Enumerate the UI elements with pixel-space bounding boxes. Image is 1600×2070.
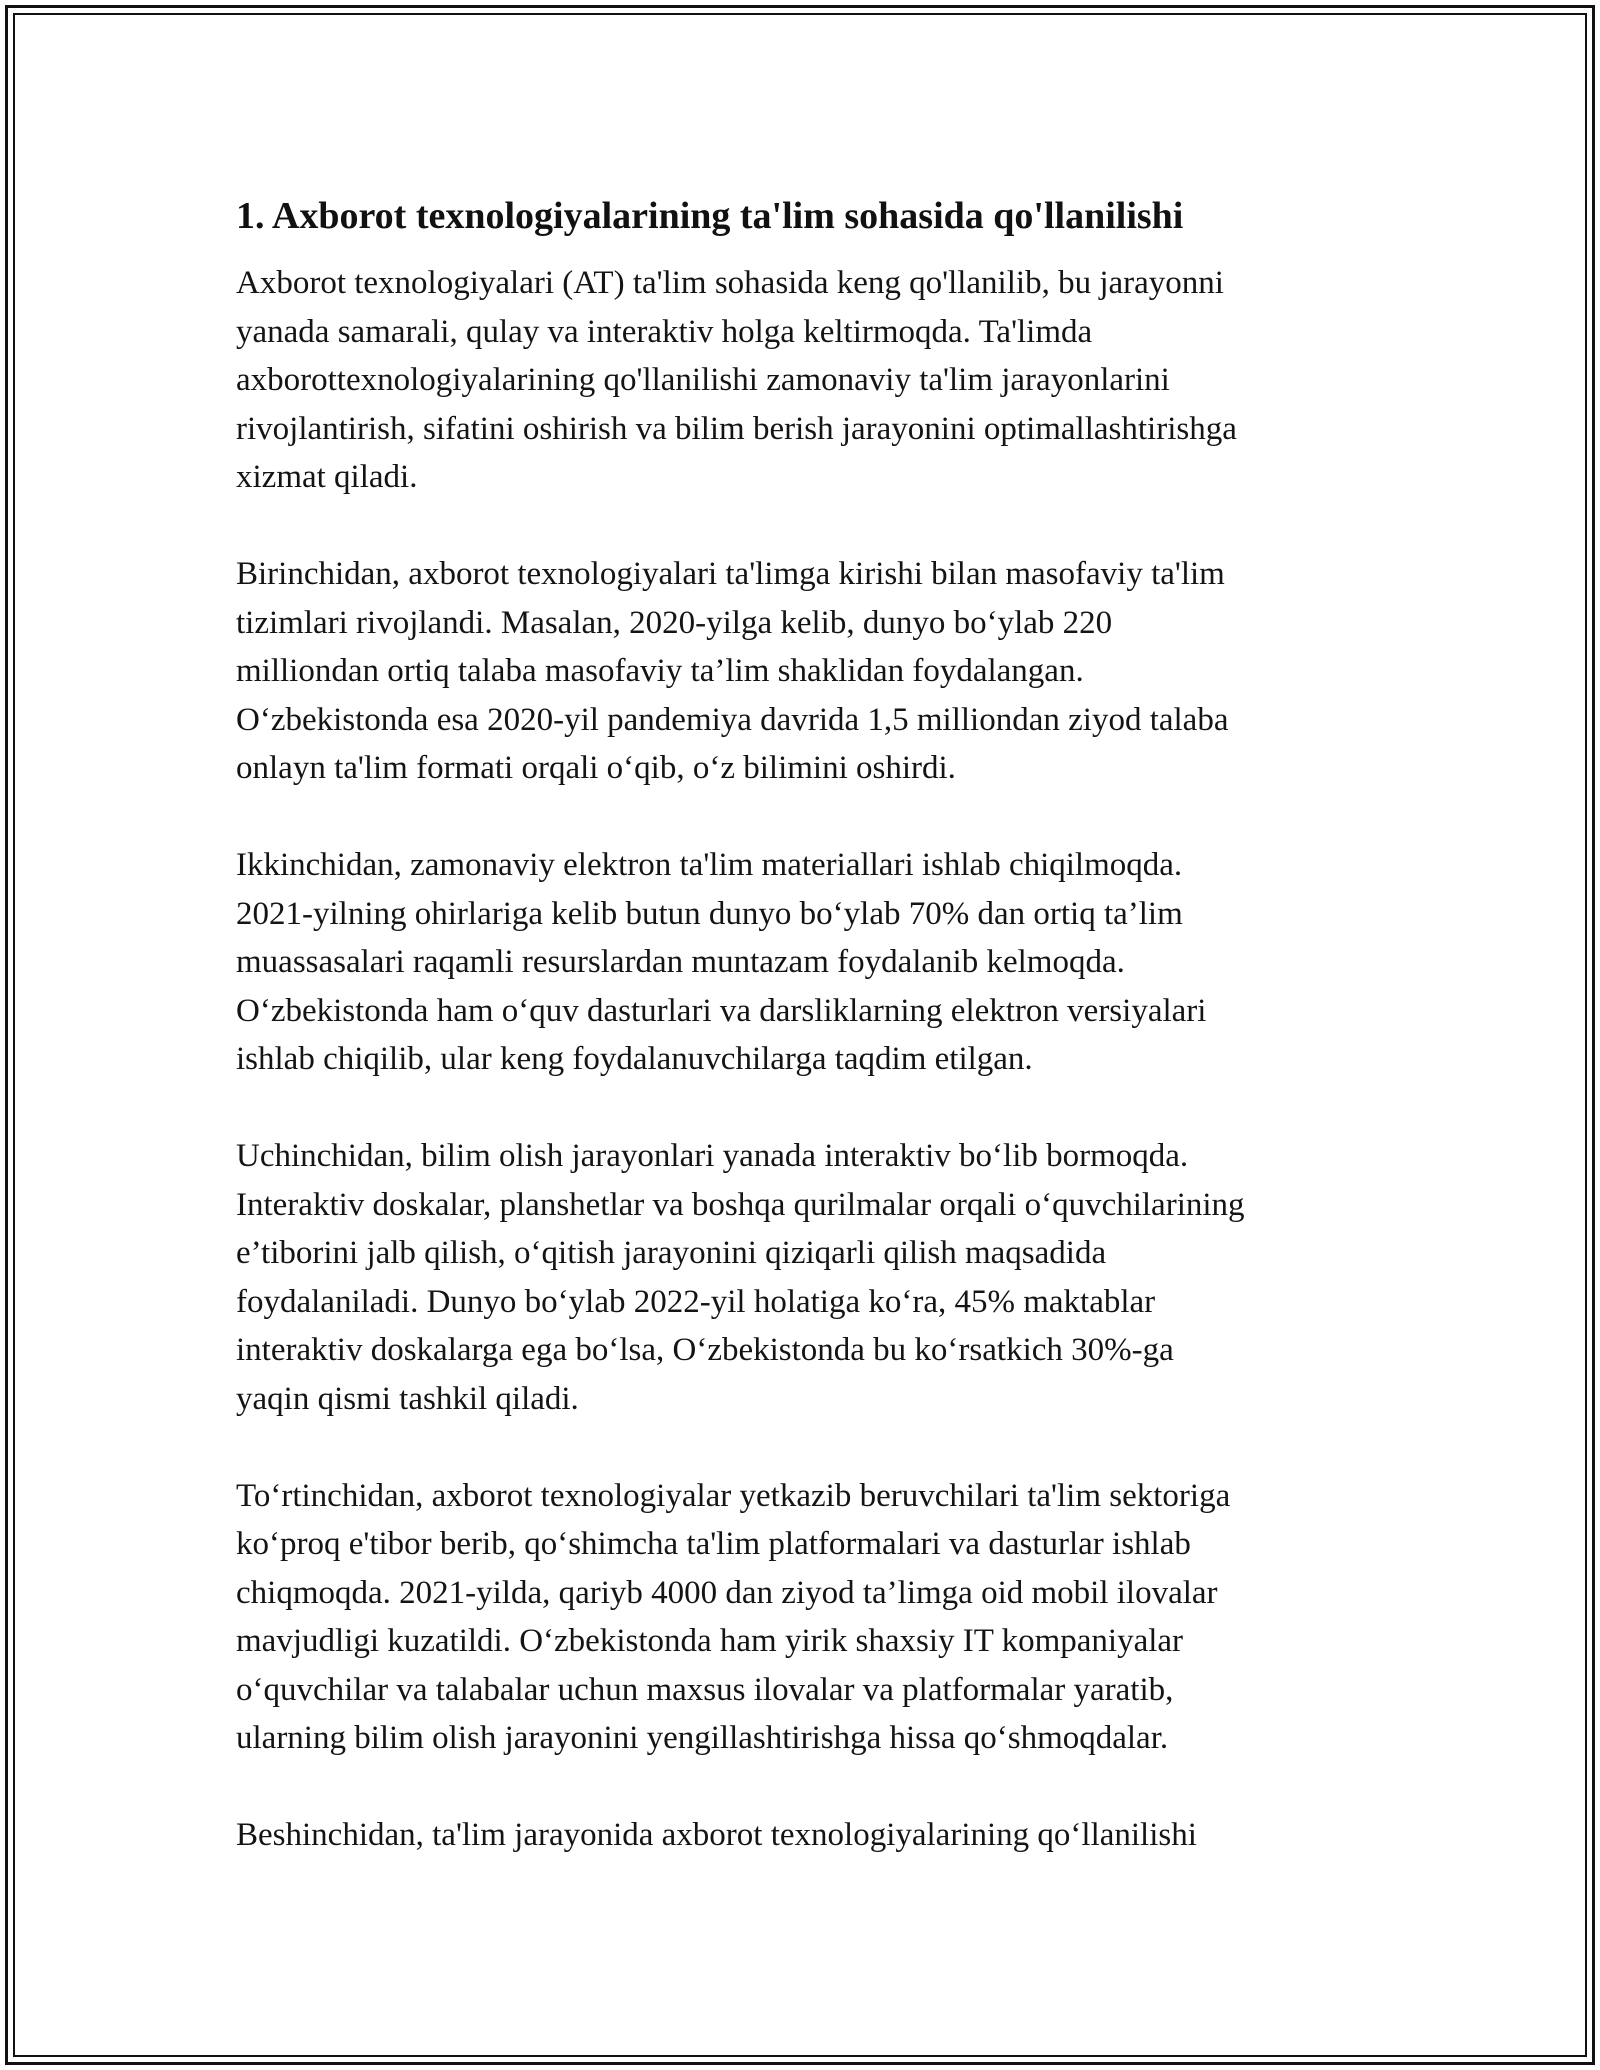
paragraph-fifth: Beshinchidan, ta'lim jarayonida axborot texnologiyalarining qo‘llanilishi [236, 1817, 1197, 1853]
document-body [236, 192, 1386, 1860]
paragraph-first: Birinchidan, axborot texnologiyalari ta'limga kirishi bilan masofaviy ta'lim tizimlari rivojlandi. Masalan, 2020-yilga kelib, dunyo bo‘ylab 220 milliondan ortiq talaba masofaviy ta’lim shaklidan foydalangan. O‘zbekistonda esa 2020-yil pandemiya davrida 1,5 milliondan ziyod talaba onlayn ta'lim formati orqali o‘qib, o‘z bilimini oshirdi. [236, 556, 1229, 786]
paragraph-fourth: To‘rtinchidan, axborot texnologiyalar yetkazib beruvchilari ta'lim sektoriga ko‘proq e'tibor berib, qo‘shimcha ta'lim platformalari va dasturlar ishlab chiqmoqda. 2021-yilda, qariyb 4000 dan ziyod ta’limga oid mobil ilovalar mavjudligi kuzatildi. O‘zbekistonda ham yirik shaxsiy IT kompaniyalar o‘quvchilar va talabalar uchun maxsus ilovalar va platformalar yaratib, ularning bilim olish jarayonini yengillashtirishga hissa qo‘shmoqdalar. [236, 1477, 1231, 1756]
paragraph-second: Ikkinchidan, zamonaviy elektron ta'lim materiallari ishlab chiqilmoqda. 2021-yilning ohirlariga kelib butun dunyo bo‘ylab 70% dan ortiq ta’lim muassasalari raqamli resurslardan muntazam foydalanib kelmoqda. O‘zbekistonda ham o‘quv dasturlari va darsliklarning elektron versiyalari ishlab chiqilib, ular keng foydalanuvchilarga taqdim etilgan. [236, 847, 1207, 1077]
section-heading: 1. Axborot texnologiyalarining ta'lim sohasida qo'llanilishi [236, 195, 1184, 237]
paragraph-third: Uchinchidan, bilim olish jarayonlari yanada interaktiv bo‘lib bormoqda. Interaktiv doskalar, planshetlar va boshqa qurilmalar orqali o‘quvchilarining e’tiborini jalb qilish, o‘qitish jarayonini qiziqarli qilish maqsadida foydalaniladi. Dunyo bo‘ylab 2022-yil holatiga ko‘ra, 45% maktablar interaktiv doskalarga ega bo‘lsa, O‘zbekistonda bu ko‘rsatkich 30%-ga yaqin qismi tashkil qiladi. [236, 1138, 1245, 1417]
paragraph-intro: Axborot texnologiyalari (AT) ta'lim sohasida keng qo'llanilib, bu jarayonni yanada samarali, qulay va interaktiv holga keltirmoqda. Ta'limda axborottexnologiyalarining qo'llanilishi zamonaviy ta'lim jarayonlarini rivojlantirish, sifatini oshirish va bilim berish jarayonini optimallashtirishga xizmat qiladi. [236, 265, 1237, 495]
